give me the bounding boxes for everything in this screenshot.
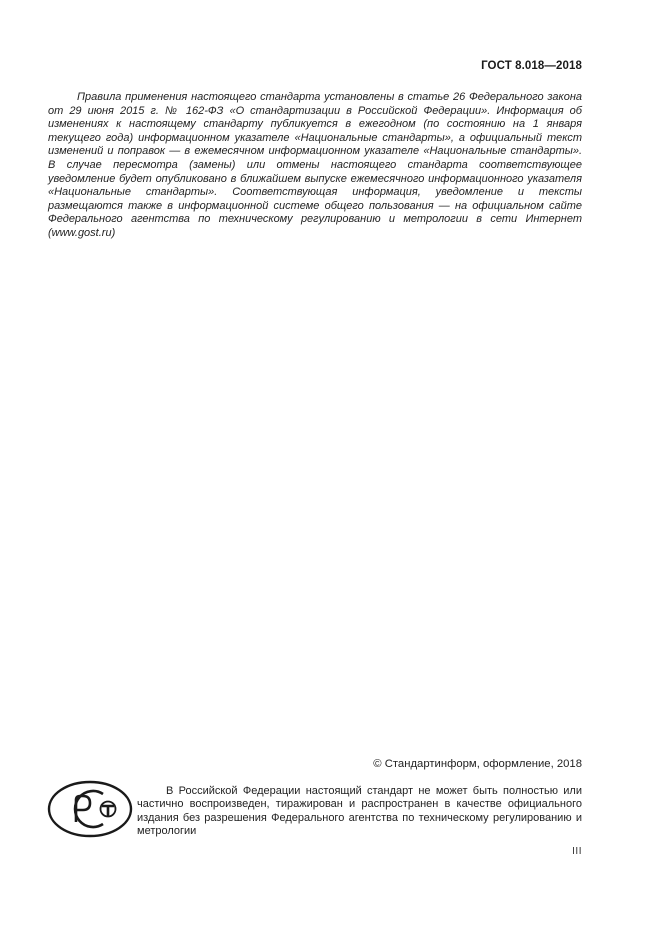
rst-certification-mark-icon xyxy=(47,780,133,838)
document-code-header: ГОСТ 8.018—2018 xyxy=(481,60,582,72)
standard-application-notice: Правила применения настоящего стандарта установлены в статье 26 Федерального закона от 29 июня 2015 г. № 162-ФЗ «О стандартизации в Российской Федерации». Информация об изменениях к настоящему стандарту публикуется в ежегодном (по состоянию на 1 января текущего года) информационном указателе «Национальные стандарты», а официальный текст изменений и поправок — в ежемесячном информационном указателе «Национальные стандарты». В случае пересмотра (замены) или отмены настоящего стандарта соответствующее уведомление будет опубликовано в ближайшем выпуске ежемесячного информационного указателя «Национальные стандарты». Соответствующая информация, уведомление и тексты размещаются также в информационной системе общего пользования — на официальном сайте Федерального агентства по техническому регулированию и метрологии в сети Интернет (www.gost.ru) xyxy=(48,91,582,239)
reproduction-rights-notice: В Российской Федерации настоящий стандарт не может быть полностью или частично воспроизведен, тиражирован и распространен в качестве официального издания без разрешения Федерального агентства по техническому регулированию и метрологии xyxy=(137,785,582,838)
rst-logo-graphic xyxy=(47,780,133,838)
page-number: III xyxy=(572,846,582,857)
copyright-line: © Стандартинформ, оформление, 2018 xyxy=(373,758,582,770)
